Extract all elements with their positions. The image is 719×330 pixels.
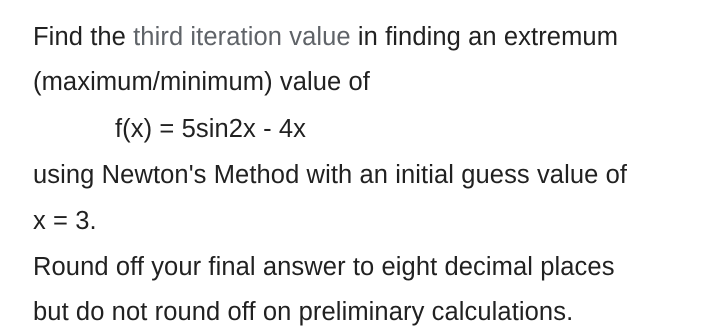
highlighted-phrase: third iteration value — [133, 23, 351, 51]
problem-line-2: (maximum/minimum) value of — [33, 68, 370, 96]
line-1-prefix: Find the — [33, 23, 134, 51]
problem-line-1 — [33, 22, 618, 52]
function-formula: f(x) = 5sin2x - 4x — [115, 115, 306, 143]
rounding-instruction-1: Round off your final answer to eight decimal places — [33, 253, 615, 281]
problem-line-4: using Newton's Method with an initial guess value of — [33, 161, 628, 189]
line-1-suffix: in finding an extremum — [350, 23, 619, 51]
initial-guess: x = 3. — [33, 207, 97, 235]
rounding-instruction-2: but do not round off on preliminary calculations. — [33, 298, 574, 326]
